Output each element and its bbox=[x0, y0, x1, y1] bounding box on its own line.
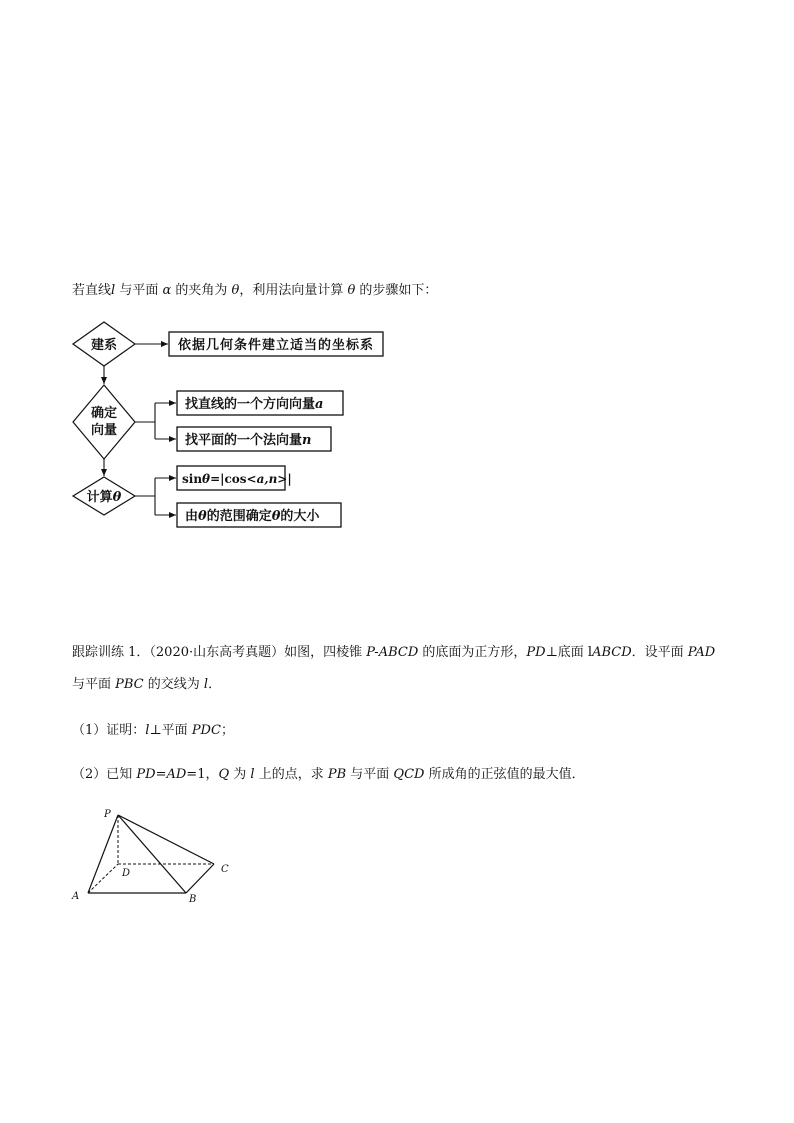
var-pd: PD bbox=[136, 767, 156, 782]
problem-text: =1， bbox=[186, 767, 219, 782]
problem-text: （1）证明： bbox=[72, 723, 146, 738]
box-text: 由 bbox=[185, 509, 199, 524]
problem-part-1 bbox=[72, 722, 234, 740]
problem-text: = bbox=[155, 767, 167, 782]
step2-label-line1: 确定 bbox=[90, 406, 118, 421]
problem-text: ⊥底面 l bbox=[545, 645, 593, 660]
var-pad: PAD bbox=[687, 645, 716, 660]
step1-label: 建系 bbox=[90, 338, 118, 353]
intro-part: 若直线 bbox=[72, 283, 112, 298]
var-theta: θ bbox=[202, 472, 211, 486]
step2-label-line2: 向量 bbox=[90, 423, 118, 438]
var-theta: θ bbox=[112, 490, 122, 505]
label-B: B bbox=[189, 894, 197, 905]
var-theta: θ bbox=[231, 283, 240, 298]
problem-text: 所成角的正弦值的最大值． bbox=[424, 767, 585, 782]
step3-box2-text bbox=[185, 508, 320, 524]
var-l: l bbox=[111, 283, 116, 298]
var-pdc: PDC bbox=[191, 723, 221, 738]
var-l: l bbox=[203, 677, 209, 692]
problem-text: 的交线为 bbox=[143, 677, 204, 692]
step2-box1-label: 找直线的一个方向向量 bbox=[185, 397, 316, 412]
var-l: l bbox=[250, 767, 255, 782]
var-theta: θ bbox=[271, 509, 281, 524]
pyramid-figure bbox=[71, 809, 229, 905]
intro-part: 与平面 bbox=[115, 283, 163, 298]
var-a-n: a,n bbox=[256, 472, 278, 486]
problem-text: 跟踪训练 1．（2020·山东高考真题）如图，四棱锥 bbox=[72, 645, 367, 660]
sin-text: sin bbox=[182, 472, 203, 486]
problem-text: ．设平面 bbox=[631, 645, 688, 660]
var-qcd: QCD bbox=[393, 767, 425, 782]
intro-part: 的步骤如下： bbox=[355, 283, 438, 298]
problem-part-2 bbox=[72, 766, 585, 784]
intro-part: ，利用法向量计算 bbox=[239, 283, 348, 298]
var-pb: PB bbox=[327, 767, 347, 782]
problem-text: 与平面 bbox=[346, 767, 394, 782]
label-D: D bbox=[122, 868, 131, 879]
problem-text: ⊥平面 bbox=[149, 723, 192, 738]
problem-line-1 bbox=[72, 644, 715, 662]
var-abcd: ABCD bbox=[592, 645, 632, 660]
var-pbc: PBC bbox=[115, 677, 144, 692]
problem-line-2 bbox=[72, 676, 221, 694]
var-pd: PD bbox=[526, 645, 546, 660]
step2-diamond bbox=[73, 385, 135, 459]
box-text: 的大小 bbox=[280, 509, 320, 524]
step3-label-text: 计算 bbox=[86, 490, 113, 505]
problem-text: 上的点，求 bbox=[254, 767, 328, 782]
step2-box1-text bbox=[185, 396, 323, 412]
step3-label bbox=[87, 489, 122, 505]
edge-AD bbox=[88, 864, 118, 893]
step2-box2-text bbox=[185, 432, 311, 448]
var-l: l bbox=[145, 723, 150, 738]
var-pabcd: P-ABCD bbox=[366, 645, 419, 660]
var-theta: θ bbox=[198, 509, 207, 524]
var-a: a bbox=[315, 397, 324, 412]
label-A: A bbox=[72, 891, 80, 902]
problem-text: （2）已知 bbox=[72, 767, 137, 782]
intro-part: 的夹角为 bbox=[171, 283, 232, 298]
var-q: Q bbox=[218, 767, 230, 782]
edge-PB bbox=[118, 815, 186, 893]
problem-text: 的底面为正方形， bbox=[418, 645, 527, 660]
problem-text: 为 bbox=[229, 767, 251, 782]
step2-box2-label: 找平面的一个法向量 bbox=[185, 433, 303, 448]
label-C: C bbox=[221, 864, 229, 875]
var-n: n bbox=[302, 433, 312, 448]
box-text: 的范围确定 bbox=[206, 509, 272, 524]
var-ad: AD bbox=[166, 767, 187, 782]
var-theta: θ bbox=[347, 283, 356, 298]
edge-PC bbox=[118, 815, 214, 864]
problem-text: 与平面 bbox=[72, 677, 116, 692]
edge-PA bbox=[88, 815, 118, 893]
cos-text: =|cos< bbox=[210, 472, 257, 486]
label-P: P bbox=[104, 809, 111, 820]
step1-box-text: 依据几何条件建立适当的坐标系 bbox=[177, 338, 375, 353]
problem-text: ． bbox=[208, 677, 222, 692]
var-alpha: α bbox=[162, 283, 172, 298]
problem-text: ； bbox=[220, 723, 234, 738]
close-text: >| bbox=[277, 472, 292, 486]
edge-BC bbox=[186, 864, 214, 893]
step3-box1-text bbox=[182, 472, 292, 486]
